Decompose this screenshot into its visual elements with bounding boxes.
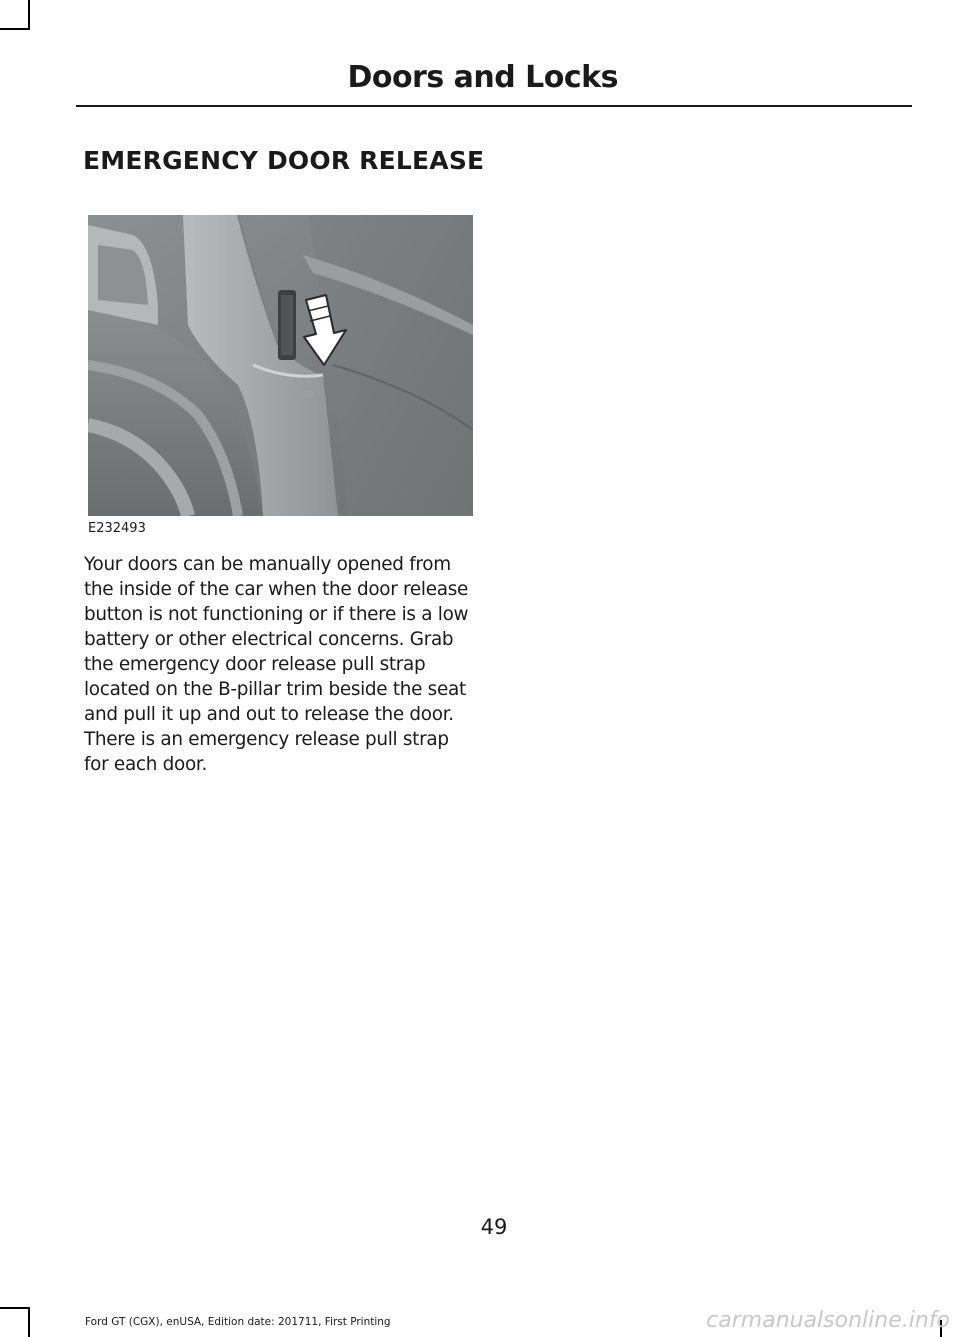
footer-edition: Ford GT (CGX), enUSA, Edition date: 201711, First Printing [85,1316,391,1328]
page-number: 49 [480,1215,508,1239]
body-paragraph: Your doors can be manually opened from the inside of the car when the door release button is not functioning or if there is a low battery or other electrical concerns. Grab the emergency door release pull strap located on the B-pillar trim beside the seat and pull it up and out to release the door. There is an emergency release pull strap for each door. [84,554,469,775]
crop-mark-bottom-left-v [28,1307,30,1337]
door-release-illustration [88,215,473,516]
section-heading: EMERGENCY DOOR RELEASE [83,146,485,175]
figure-id: E232493 [88,521,146,536]
crop-mark-top-left-h [0,28,30,30]
crop-mark-top-left-v [28,0,30,28]
watermark: carmanualsonline.info [706,1308,950,1333]
crop-mark-bottom-left-h [0,1307,28,1309]
page-header-title: Doors and Locks [347,60,618,95]
header-rule [76,105,912,107]
